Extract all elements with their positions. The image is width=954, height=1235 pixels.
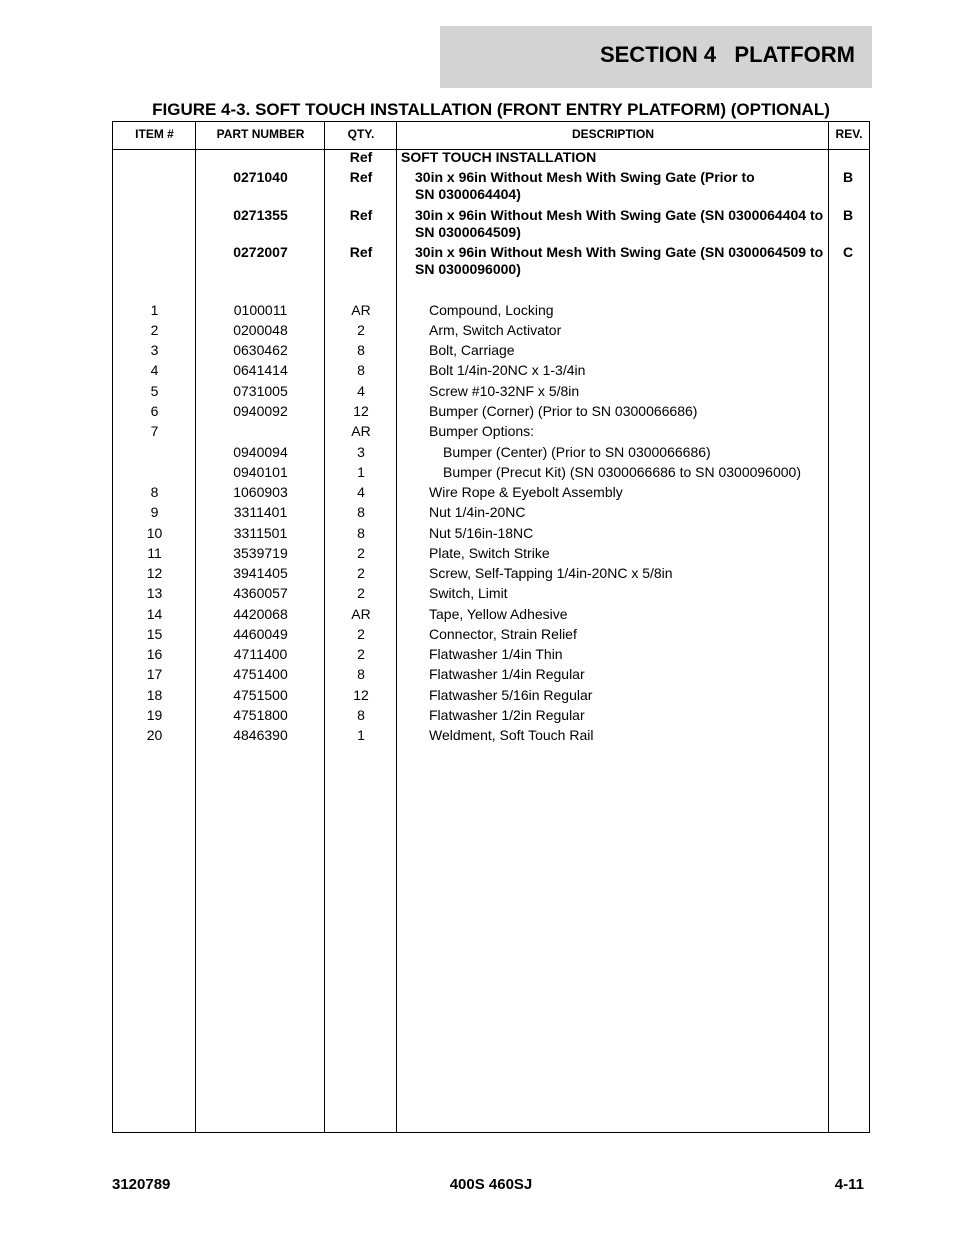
description-line: Bolt, Carriage: [429, 342, 515, 358]
figure-title: FIGURE 4-3. SOFT TOUCH INSTALLATION (FRONT ENTRY PLATFORM) (OPTIONAL): [152, 100, 830, 119]
cell-qty: 8: [357, 707, 365, 723]
cell-part-number: 0940092: [233, 403, 288, 419]
cell-qty: 8: [357, 504, 365, 520]
cell-description: [429, 403, 827, 420]
cell-part-number: 1060903: [233, 484, 288, 500]
cell-qty: 2: [357, 565, 365, 581]
cell-part-number: 4360057: [233, 585, 288, 601]
description-line: Plate, Switch Strike: [429, 545, 550, 561]
cell-part-number: 0100011: [233, 302, 288, 318]
description-line: Bumper Options:: [429, 423, 535, 439]
cell-part-number: 4751800: [233, 707, 288, 723]
section-title: SECTION 4 PLATFORM: [599, 42, 855, 67]
cell-part-number: 3311401: [233, 504, 288, 520]
cell-description: [443, 444, 827, 461]
cell-description: [429, 362, 827, 379]
description-line: Flatwasher 1/4in Regular: [429, 666, 585, 682]
cell-qty: 2: [357, 626, 365, 642]
cell-qty: 8: [357, 525, 365, 541]
cell-qty: 8: [357, 666, 365, 682]
description-line: Flatwasher 5/16in Regular: [429, 687, 593, 703]
cell-part-number: 0940101: [233, 464, 288, 480]
cell-item: 20: [146, 727, 163, 743]
cell-qty: Ref: [349, 244, 373, 260]
description-line: 30in x 96in Without Mesh With Swing Gate (Prior to: [415, 169, 755, 185]
footer-doc-number: 3120789: [112, 1176, 171, 1193]
cell-part-number: 4846390: [233, 727, 288, 743]
cell-part-number: 0630462: [233, 342, 288, 358]
cell-description: [415, 169, 827, 203]
header-item: ITEM #: [135, 127, 174, 141]
description-line: 30in x 96in Without Mesh With Swing Gate (SN 0300064404 to: [415, 207, 824, 223]
cell-description: [429, 484, 827, 501]
header-part-number: PART NUMBER: [216, 127, 305, 141]
cell-description: [429, 545, 827, 562]
description-line: SN 0300096000): [415, 261, 521, 277]
cell-qty: 2: [357, 585, 365, 601]
cell-item: 4: [150, 362, 159, 378]
cell-qty: 1: [357, 464, 365, 480]
cell-item: 10: [146, 525, 163, 541]
description-line: SOFT TOUCH INSTALLATION: [401, 149, 597, 165]
description-line: Tape, Yellow Adhesive: [429, 606, 568, 622]
cell-part-number: 3941405: [233, 565, 288, 581]
cell-item: 8: [150, 484, 159, 500]
cell-description: [443, 464, 827, 481]
cell-qty: 8: [357, 362, 365, 378]
cell-qty: 4: [357, 484, 365, 500]
cell-item: 16: [146, 646, 163, 662]
cell-description: [429, 646, 827, 663]
cell-description: [415, 207, 827, 241]
description-line: Bumper (Center) (Prior to SN 0300066686): [443, 444, 711, 460]
cell-item: 11: [147, 545, 162, 561]
cell-part-number: 0731005: [233, 383, 288, 399]
description-line: Nut 5/16in-18NC: [429, 525, 534, 541]
cell-qty: 1: [357, 727, 365, 743]
footer-model: 400S 460SJ: [449, 1176, 533, 1193]
cell-part-number: 3311501: [233, 525, 288, 541]
description-line: Bumper (Precut Kit) (SN 0300066686 to SN 0300096000): [443, 464, 801, 480]
cell-part-number: 0200048: [233, 322, 288, 338]
cell-description: [429, 342, 827, 359]
cell-part-number: 0641414: [233, 362, 288, 378]
cell-description: [429, 707, 827, 724]
cell-rev: B: [842, 207, 854, 223]
description-line: Bumper (Corner) (Prior to SN 0300066686): [429, 403, 698, 419]
cell-part-number: 0940094: [233, 444, 288, 460]
cell-description: [429, 687, 827, 704]
cell-rev: B: [842, 169, 854, 185]
cell-item: 17: [146, 666, 163, 682]
cell-description: [429, 423, 827, 440]
cell-qty: AR: [351, 606, 371, 622]
cell-part-number: 4751400: [233, 666, 288, 682]
cell-item: 7: [150, 423, 159, 439]
description-line: Compound, Locking: [429, 302, 554, 318]
cell-description: [429, 383, 827, 400]
cell-item: 18: [146, 687, 163, 703]
cell-item: 13: [146, 585, 163, 601]
cell-description: [429, 606, 827, 623]
cell-qty: Ref: [349, 207, 373, 223]
cell-description: [429, 322, 827, 339]
cell-item: 5: [150, 383, 159, 399]
cell-qty: AR: [351, 423, 371, 439]
cell-description: [401, 149, 827, 166]
cell-description: [429, 727, 827, 744]
cell-qty: 4: [357, 383, 365, 399]
header-qty: QTY.: [347, 127, 375, 141]
cell-item: 15: [146, 626, 163, 642]
cell-item: 19: [146, 707, 163, 723]
description-line: Flatwasher 1/4in Thin: [429, 646, 563, 662]
column-divider: [828, 122, 829, 1132]
cell-description: [429, 626, 827, 643]
cell-qty: 2: [357, 322, 365, 338]
cell-part-number: 3539719: [233, 545, 288, 561]
cell-item: 2: [150, 322, 159, 338]
description-line: SN 0300064404): [415, 186, 521, 202]
parts-table: [112, 121, 870, 1133]
cell-item: 3: [150, 342, 159, 358]
cell-item: 1: [150, 302, 159, 318]
cell-item: 12: [146, 565, 163, 581]
cell-item: 6: [150, 403, 159, 419]
cell-description: [429, 302, 827, 319]
cell-qty: 2: [357, 646, 365, 662]
description-line: Connector, Strain Relief: [429, 626, 577, 642]
description-line: Wire Rope & Eyebolt Assembly: [429, 484, 623, 500]
header-description: DESCRIPTION: [571, 127, 654, 141]
section-header-box: [440, 26, 872, 88]
description-line: Weldment, Soft Touch Rail: [429, 727, 594, 743]
cell-qty: 12: [353, 403, 369, 419]
cell-description: [429, 504, 827, 521]
cell-description: [429, 666, 827, 683]
cell-part-number: 4460049: [233, 626, 288, 642]
cell-part-number: 0271355: [233, 207, 288, 223]
cell-part-number: 4751500: [233, 687, 288, 703]
cell-qty: 8: [357, 342, 365, 358]
description-line: Bolt 1/4in-20NC x 1-3/4in: [429, 362, 586, 378]
description-line: Screw #10-32NF x 5/8in: [429, 383, 580, 399]
cell-part-number: 4420068: [233, 606, 288, 622]
cell-item: 9: [150, 504, 159, 520]
cell-description: [415, 244, 827, 278]
description-line: Nut 1/4in-20NC: [429, 504, 526, 520]
cell-qty: 12: [353, 687, 369, 703]
cell-part-number: 0271040: [233, 169, 288, 185]
cell-part-number: 0272007: [233, 244, 288, 260]
description-line: Switch, Limit: [429, 585, 508, 601]
cell-qty: Ref: [349, 169, 373, 185]
description-line: SN 0300064509): [415, 224, 521, 240]
description-line: Arm, Switch Activator: [429, 322, 562, 338]
cell-item: 14: [146, 606, 163, 622]
description-line: 30in x 96in Without Mesh With Swing Gate (SN 0300064509 to: [415, 244, 824, 260]
cell-qty: Ref: [349, 149, 373, 165]
cell-description: [429, 525, 827, 542]
cell-description: [429, 585, 827, 602]
cell-part-number: 4711400: [233, 646, 288, 662]
cell-qty: 2: [357, 545, 365, 561]
description-line: Flatwasher 1/2in Regular: [429, 707, 585, 723]
cell-qty: AR: [351, 302, 371, 318]
header-rev: REV.: [835, 127, 863, 141]
cell-qty: 3: [357, 444, 365, 460]
footer-page-number: 4-11: [834, 1176, 864, 1193]
description-line: Screw, Self-Tapping 1/4in-20NC x 5/8in: [429, 565, 673, 581]
cell-description: [429, 565, 827, 582]
cell-rev: C: [842, 244, 854, 260]
